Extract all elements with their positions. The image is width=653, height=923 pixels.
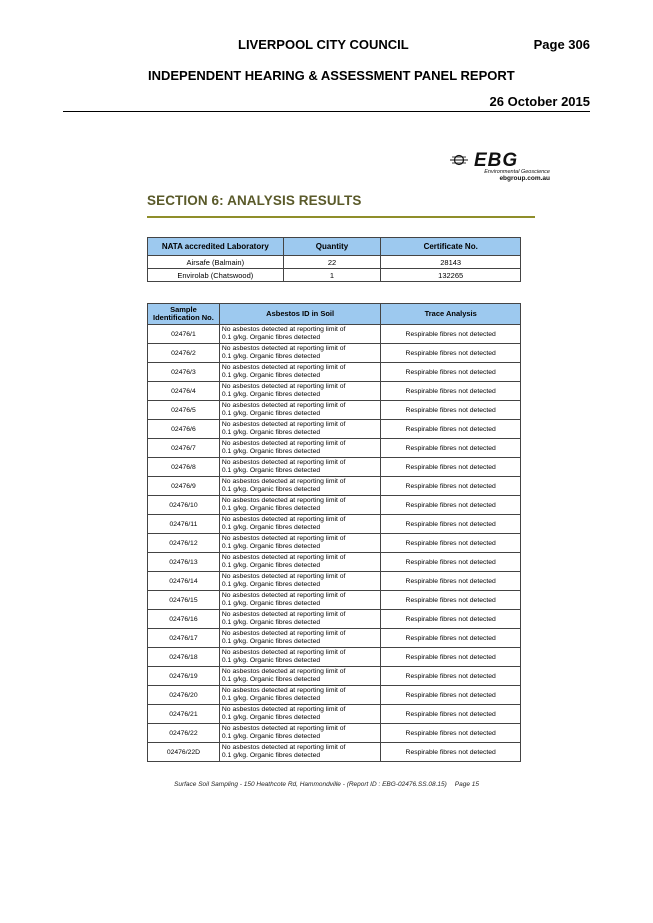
sample-id-cell: 02476/22 — [148, 724, 220, 743]
sample-id-cell: 02476/13 — [148, 553, 220, 572]
table-row — [148, 382, 521, 401]
asbestos-result-cell — [219, 572, 381, 591]
logo-url: ebgroup.com.au — [499, 175, 550, 182]
asbestos-line: 0.1 g/kg. Organic fibres detected — [221, 486, 321, 493]
table-row — [148, 629, 521, 648]
asbestos-line: No asbestos detected at reporting limit of — [221, 668, 346, 675]
sample-id-cell: 02476/17 — [148, 629, 220, 648]
trace-result-cell: Respirable fibres not detected — [381, 363, 521, 382]
table-row — [148, 363, 521, 382]
asbestos-result-cell — [219, 325, 381, 344]
sample-id-cell: 02476/19 — [148, 667, 220, 686]
asbestos-line: 0.1 g/kg. Organic fibres detected — [221, 372, 321, 379]
sample-id-cell: 02476/9 — [148, 477, 220, 496]
asbestos-line: 0.1 g/kg. Organic fibres detected — [221, 334, 321, 341]
trace-result-cell: Respirable fibres not detected — [381, 629, 521, 648]
asbestos-line: 0.1 g/kg. Organic fibres detected — [221, 353, 321, 360]
sample-id-cell: 02476/7 — [148, 439, 220, 458]
sample-id-cell: 02476/3 — [148, 363, 220, 382]
logo-wordmark: EBG — [474, 150, 519, 171]
table-row — [148, 515, 521, 534]
trace-result-cell: Respirable fibres not detected — [381, 382, 521, 401]
asbestos-result-cell — [219, 401, 381, 420]
trace-result-cell: Respirable fibres not detected — [381, 648, 521, 667]
table-row — [148, 686, 521, 705]
page-number: Page 306 — [533, 37, 590, 52]
page-footer — [174, 781, 479, 788]
asbestos-result-cell — [219, 629, 381, 648]
asbestos-result-cell — [219, 496, 381, 515]
results-table — [147, 303, 521, 762]
table-row — [148, 256, 521, 269]
asbestos-result-cell — [219, 648, 381, 667]
asbestos-result-cell — [219, 534, 381, 553]
column-header: NATA accredited Laboratory — [148, 238, 284, 256]
sample-id-cell: 02476/18 — [148, 648, 220, 667]
asbestos-result-cell — [219, 553, 381, 572]
header-divider — [63, 111, 590, 112]
trace-result-cell: Respirable fibres not detected — [381, 534, 521, 553]
asbestos-line: 0.1 g/kg. Organic fibres detected — [221, 619, 321, 626]
asbestos-line: 0.1 g/kg. Organic fibres detected — [221, 714, 321, 721]
asbestos-line: No asbestos detected at reporting limit of — [221, 497, 346, 504]
trace-result-cell: Respirable fibres not detected — [381, 667, 521, 686]
asbestos-line: 0.1 g/kg. Organic fibres detected — [221, 638, 321, 645]
asbestos-line: 0.1 g/kg. Organic fibres detected — [221, 410, 321, 417]
asbestos-line: 0.1 g/kg. Organic fibres detected — [221, 505, 321, 512]
trace-result-cell: Respirable fibres not detected — [381, 477, 521, 496]
table-row — [148, 724, 521, 743]
asbestos-result-cell — [219, 477, 381, 496]
asbestos-line: 0.1 g/kg. Organic fibres detected — [221, 676, 321, 683]
table-row — [148, 705, 521, 724]
sample-id-cell: 02476/22D — [148, 743, 220, 762]
asbestos-result-cell — [219, 667, 381, 686]
trace-result-cell: Respirable fibres not detected — [381, 686, 521, 705]
asbestos-result-cell — [219, 458, 381, 477]
table-cell: 132265 — [381, 269, 521, 282]
trace-result-cell: Respirable fibres not detected — [381, 591, 521, 610]
trace-result-cell: Respirable fibres not detected — [381, 420, 521, 439]
results-body — [148, 325, 521, 762]
asbestos-line: 0.1 g/kg. Organic fibres detected — [221, 695, 321, 702]
table-row — [148, 496, 521, 515]
trace-result-cell: Respirable fibres not detected — [381, 401, 521, 420]
asbestos-line: 0.1 g/kg. Organic fibres detected — [221, 524, 321, 531]
trace-result-cell: Respirable fibres not detected — [381, 515, 521, 534]
asbestos-line: No asbestos detected at reporting limit of — [221, 383, 346, 390]
trace-result-cell: Respirable fibres not detected — [381, 572, 521, 591]
table-cell: 1 — [283, 269, 381, 282]
asbestos-line: No asbestos detected at reporting limit of — [221, 554, 346, 561]
table-row — [148, 572, 521, 591]
asbestos-result-cell — [219, 724, 381, 743]
asbestos-line: 0.1 g/kg. Organic fibres detected — [221, 600, 321, 607]
table-row — [148, 325, 521, 344]
laboratory-table-header — [148, 238, 521, 256]
asbestos-line: 0.1 g/kg. Organic fibres detected — [221, 448, 321, 455]
trace-result-cell: Respirable fibres not detected — [381, 705, 521, 724]
asbestos-line: 0.1 g/kg. Organic fibres detected — [221, 391, 321, 398]
ebg-logo — [448, 150, 551, 182]
asbestos-line: No asbestos detected at reporting limit of — [221, 706, 346, 713]
header-line: Identification No. — [153, 313, 214, 322]
results-table-header — [148, 304, 521, 325]
asbestos-line: 0.1 g/kg. Organic fibres detected — [221, 562, 321, 569]
asbestos-line: 0.1 g/kg. Organic fibres detected — [221, 657, 321, 664]
asbestos-line: No asbestos detected at reporting limit of — [221, 687, 346, 694]
table-row — [148, 439, 521, 458]
asbestos-line: No asbestos detected at reporting limit of — [221, 459, 346, 466]
asbestos-line: 0.1 g/kg. Organic fibres detected — [221, 752, 321, 759]
asbestos-line: No asbestos detected at reporting limit of — [221, 592, 346, 599]
sample-id-cell: 02476/5 — [148, 401, 220, 420]
table-row — [148, 401, 521, 420]
asbestos-result-cell — [219, 382, 381, 401]
report-date: 26 October 2015 — [489, 94, 590, 109]
asbestos-line: No asbestos detected at reporting limit of — [221, 649, 346, 656]
asbestos-line: 0.1 g/kg. Organic fibres detected — [221, 581, 321, 588]
table-row — [148, 269, 521, 282]
asbestos-line: 0.1 g/kg. Organic fibres detected — [221, 543, 321, 550]
trace-result-cell: Respirable fibres not detected — [381, 344, 521, 363]
asbestos-result-cell — [219, 610, 381, 629]
trace-result-cell: Respirable fibres not detected — [381, 610, 521, 629]
header-line: Sample — [170, 305, 197, 314]
column-header-asbestos: Asbestos ID in Soil — [219, 304, 381, 325]
trace-result-cell: Respirable fibres not detected — [381, 743, 521, 762]
asbestos-line: No asbestos detected at reporting limit of — [221, 364, 346, 371]
column-header: Quantity — [283, 238, 381, 256]
asbestos-result-cell — [219, 705, 381, 724]
asbestos-line: No asbestos detected at reporting limit of — [221, 440, 346, 447]
asbestos-result-cell — [219, 686, 381, 705]
asbestos-line: No asbestos detected at reporting limit of — [221, 535, 346, 542]
globe-icon — [450, 154, 468, 166]
council-name: LIVERPOOL CITY COUNCIL — [238, 37, 409, 52]
trace-result-cell: Respirable fibres not detected — [381, 496, 521, 515]
table-cell: 28143 — [381, 256, 521, 269]
sample-id-cell: 02476/16 — [148, 610, 220, 629]
asbestos-line: No asbestos detected at reporting limit of — [221, 326, 346, 333]
section-title: SECTION 6: ANALYSIS RESULTS — [147, 193, 362, 208]
asbestos-line: No asbestos detected at reporting limit of — [221, 421, 346, 428]
asbestos-result-cell — [219, 591, 381, 610]
column-header-sample — [148, 304, 220, 325]
table-row — [148, 591, 521, 610]
asbestos-line: No asbestos detected at reporting limit of — [221, 478, 346, 485]
table-row — [148, 458, 521, 477]
table-row — [148, 344, 521, 363]
table-row — [148, 553, 521, 572]
trace-result-cell: Respirable fibres not detected — [381, 458, 521, 477]
asbestos-result-cell — [219, 439, 381, 458]
asbestos-line: No asbestos detected at reporting limit of — [221, 744, 346, 751]
table-cell: Envirolab (Chatswood) — [148, 269, 284, 282]
column-header: Certificate No. — [381, 238, 521, 256]
table-row — [148, 667, 521, 686]
sample-id-cell: 02476/20 — [148, 686, 220, 705]
table-row — [148, 743, 521, 762]
sample-id-cell: 02476/2 — [148, 344, 220, 363]
asbestos-line: 0.1 g/kg. Organic fibres detected — [221, 429, 321, 436]
sample-id-cell: 02476/14 — [148, 572, 220, 591]
table-row — [148, 420, 521, 439]
footer-text: Surface Soil Sampling - 150 Heathcote Rd, Hammondville - (Report ID : EBG-02476.SS.08.15) — [174, 781, 447, 788]
sample-id-cell: 02476/11 — [148, 515, 220, 534]
sample-id-cell: 02476/10 — [148, 496, 220, 515]
report-title: INDEPENDENT HEARING & ASSESSMENT PANEL REPORT — [148, 68, 515, 83]
trace-result-cell: Respirable fibres not detected — [381, 553, 521, 572]
asbestos-result-cell — [219, 420, 381, 439]
sample-id-cell: 02476/21 — [148, 705, 220, 724]
asbestos-line: No asbestos detected at reporting limit of — [221, 516, 346, 523]
table-row — [148, 648, 521, 667]
table-cell: 22 — [283, 256, 381, 269]
sample-id-cell: 02476/12 — [148, 534, 220, 553]
trace-result-cell: Respirable fibres not detected — [381, 325, 521, 344]
sample-id-cell: 02476/15 — [148, 591, 220, 610]
asbestos-line: No asbestos detected at reporting limit of — [221, 573, 346, 580]
logo-subtitle: Environmental Geoscience — [484, 169, 550, 175]
trace-result-cell: Respirable fibres not detected — [381, 724, 521, 743]
asbestos-line: 0.1 g/kg. Organic fibres detected — [221, 467, 321, 474]
asbestos-result-cell — [219, 363, 381, 382]
asbestos-line: No asbestos detected at reporting limit of — [221, 725, 346, 732]
table-row — [148, 610, 521, 629]
asbestos-line: No asbestos detected at reporting limit of — [221, 630, 346, 637]
section-divider — [147, 216, 535, 218]
sample-id-cell: 02476/4 — [148, 382, 220, 401]
table-row — [148, 477, 521, 496]
asbestos-line: No asbestos detected at reporting limit of — [221, 345, 346, 352]
sample-id-cell: 02476/6 — [148, 420, 220, 439]
footer-page: Page 15 — [454, 781, 479, 788]
column-header-trace: Trace Analysis — [381, 304, 521, 325]
sample-id-cell: 02476/1 — [148, 325, 220, 344]
asbestos-line: 0.1 g/kg. Organic fibres detected — [221, 733, 321, 740]
sample-id-cell: 02476/8 — [148, 458, 220, 477]
asbestos-line: No asbestos detected at reporting limit of — [221, 402, 346, 409]
table-cell: Airsafe (Balmain) — [148, 256, 284, 269]
trace-result-cell: Respirable fibres not detected — [381, 439, 521, 458]
asbestos-line: No asbestos detected at reporting limit of — [221, 611, 346, 618]
asbestos-result-cell — [219, 743, 381, 762]
asbestos-result-cell — [219, 344, 381, 363]
table-row — [148, 534, 521, 553]
laboratory-table — [147, 237, 521, 282]
asbestos-result-cell — [219, 515, 381, 534]
